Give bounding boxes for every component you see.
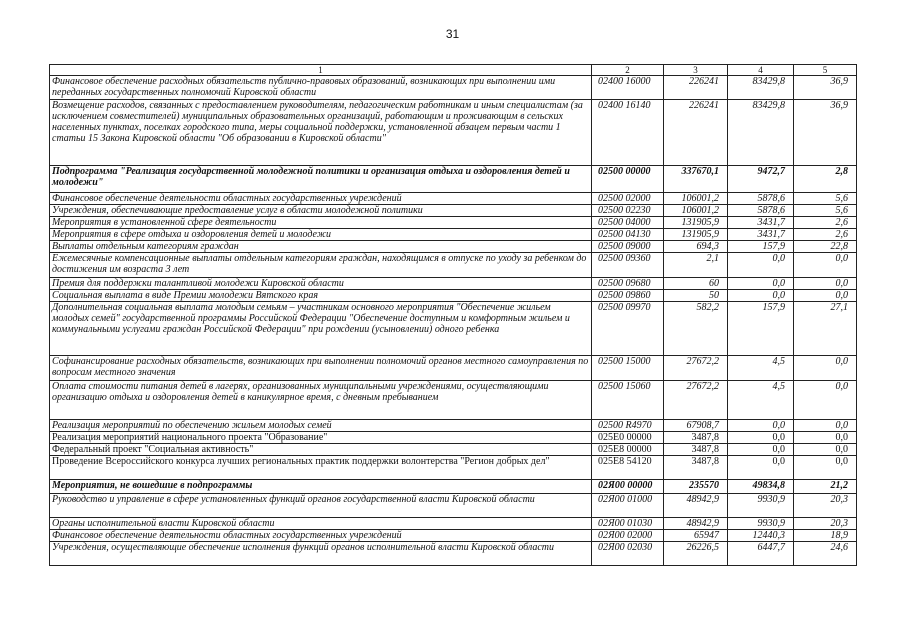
row-code-cell: 02500 09970 xyxy=(592,302,664,356)
row-code-cell: 02500 04130 xyxy=(592,229,664,241)
row-actual-cell: 5878,6 xyxy=(728,193,794,205)
row-plan-cell: 106001,2 xyxy=(664,193,728,205)
row-percent-cell: 20,3 xyxy=(794,494,857,518)
row-code-cell: 02500 09360 xyxy=(592,253,664,278)
table-row xyxy=(50,290,857,302)
row-plan-cell: 26226,5 xyxy=(664,542,728,566)
row-actual-cell: 0,0 xyxy=(728,278,794,290)
table-row xyxy=(50,494,857,518)
row-plan-cell: 60 xyxy=(664,278,728,290)
table-row xyxy=(50,542,857,566)
row-plan-cell: 582,2 xyxy=(664,302,728,356)
table-row xyxy=(50,381,857,420)
row-plan-cell: 3487,8 xyxy=(664,444,728,456)
row-actual-cell: 4,5 xyxy=(728,381,794,420)
row-name-cell: Финансовое обеспечение расходных обязательств публично-правовых образований, возникающих при выполнении ими переданных государственных полномочий Кировской области xyxy=(50,76,592,100)
row-percent-cell: 21,2 xyxy=(794,480,857,494)
row-actual-cell: 12440,3 xyxy=(728,530,794,542)
row-actual-cell: 3431,7 xyxy=(728,217,794,229)
row-code-cell: 025E8 00000 xyxy=(592,444,664,456)
table-row xyxy=(50,356,857,381)
row-percent-cell: 0,0 xyxy=(794,381,857,420)
row-name-cell: Реализация мероприятий национального проекта "Образование" xyxy=(50,432,592,444)
table-row xyxy=(50,193,857,205)
row-percent-cell: 0,0 xyxy=(794,290,857,302)
table-row xyxy=(50,518,857,530)
row-actual-cell: 5878,6 xyxy=(728,205,794,217)
header-cell-actual: 4 xyxy=(728,65,794,76)
row-plan-cell: 694,3 xyxy=(664,241,728,253)
table-row xyxy=(50,253,857,278)
row-code-cell: 02Я00 01030 xyxy=(592,518,664,530)
row-name-cell: Учреждения, обеспечивающие предоставление услуг в области молодежной политики xyxy=(50,205,592,217)
row-actual-cell: 0,0 xyxy=(728,432,794,444)
row-code-cell: 02400 16000 xyxy=(592,76,664,100)
row-code-cell: 02500 02230 xyxy=(592,205,664,217)
table-row xyxy=(50,241,857,253)
row-name-cell: Федеральный проект "Социальная активность" xyxy=(50,444,592,456)
budget-table xyxy=(49,64,857,566)
row-percent-cell: 0,0 xyxy=(794,432,857,444)
row-code-cell: 025E0 00000 xyxy=(592,432,664,444)
table-row xyxy=(50,278,857,290)
row-actual-cell: 0,0 xyxy=(728,456,794,480)
table-row xyxy=(50,456,857,480)
row-code-cell: 02500 02000 xyxy=(592,193,664,205)
table-row xyxy=(50,444,857,456)
row-percent-cell: 36,9 xyxy=(794,76,857,100)
row-percent-cell: 0,0 xyxy=(794,253,857,278)
row-code-cell: 02500 09680 xyxy=(592,278,664,290)
header-cell-plan: 3 xyxy=(664,65,728,76)
row-actual-cell: 0,0 xyxy=(728,253,794,278)
row-plan-cell: 235570 xyxy=(664,480,728,494)
row-plan-cell: 67908,7 xyxy=(664,420,728,432)
row-plan-cell: 131905,9 xyxy=(664,217,728,229)
row-code-cell: 02500 15060 xyxy=(592,381,664,420)
row-actual-cell: 0,0 xyxy=(728,444,794,456)
row-actual-cell: 49834,8 xyxy=(728,480,794,494)
row-name-cell: Оплата стоимости питания детей в лагерях, организованных муниципальными учреждениями, осуществляющими организацию отдыха и оздоровления детей в каникулярное время, с дневным пребыванием xyxy=(50,381,592,420)
row-code-cell: 02500 15000 xyxy=(592,356,664,381)
row-plan-cell: 48942,9 xyxy=(664,518,728,530)
row-name-cell: Органы исполнительной власти Кировской области xyxy=(50,518,592,530)
row-code-cell: 02400 16140 xyxy=(592,100,664,166)
row-plan-cell: 3487,8 xyxy=(664,456,728,480)
row-percent-cell: 5,6 xyxy=(794,193,857,205)
row-name-cell: Руководство и управление в сфере установленных функций органов государственной власти Кировской области xyxy=(50,494,592,518)
row-actual-cell: 6447,7 xyxy=(728,542,794,566)
row-name-cell: Учреждения, осуществляющие обеспечение исполнения функций органов исполнительной власти Кировской области xyxy=(50,542,592,566)
row-plan-cell: 2,1 xyxy=(664,253,728,278)
table-row xyxy=(50,217,857,229)
row-name-cell: Подпрограмма "Реализация государственной молодежной политики и организация отдыха и оздоровления детей и молодежи" xyxy=(50,166,592,193)
row-code-cell: 02500 09000 xyxy=(592,241,664,253)
row-percent-cell: 22,8 xyxy=(794,241,857,253)
table-row xyxy=(50,100,857,166)
row-code-cell: 02Я00 01000 xyxy=(592,494,664,518)
table-row xyxy=(50,302,857,356)
row-percent-cell: 0,0 xyxy=(794,420,857,432)
row-code-cell: 02Я00 02000 xyxy=(592,530,664,542)
row-actual-cell: 9472,7 xyxy=(728,166,794,193)
row-actual-cell: 0,0 xyxy=(728,290,794,302)
row-actual-cell: 9930,9 xyxy=(728,518,794,530)
row-plan-cell: 27672,2 xyxy=(664,356,728,381)
row-code-cell: 02500 04000 xyxy=(592,217,664,229)
row-actual-cell: 9930,9 xyxy=(728,494,794,518)
row-percent-cell: 27,1 xyxy=(794,302,857,356)
row-percent-cell: 2,6 xyxy=(794,217,857,229)
header-cell-name: 1 xyxy=(50,65,592,76)
row-plan-cell: 131905,9 xyxy=(664,229,728,241)
row-percent-cell: 5,6 xyxy=(794,205,857,217)
table-row xyxy=(50,229,857,241)
row-percent-cell: 36,9 xyxy=(794,100,857,166)
row-percent-cell: 18,9 xyxy=(794,530,857,542)
row-actual-cell: 3431,7 xyxy=(728,229,794,241)
table-row xyxy=(50,76,857,100)
row-percent-cell: 0,0 xyxy=(794,456,857,480)
table-row xyxy=(50,432,857,444)
row-plan-cell: 106001,2 xyxy=(664,205,728,217)
row-percent-cell: 2,8 xyxy=(794,166,857,193)
row-plan-cell: 226241 xyxy=(664,76,728,100)
row-name-cell: Дополнительная социальная выплата молодым семьям – участникам основного мероприятия "Обеспечение жильем молодых семей" государственной программы Российской Федерации "Обеспечение доступным и комфортным жильем и коммунальными услугами граждан Российской Федерации" при рождении (усыновлении) одного ребенка xyxy=(50,302,592,356)
table-header-row xyxy=(50,65,857,76)
row-actual-cell: 83429,8 xyxy=(728,76,794,100)
row-code-cell: 02Я00 00000 xyxy=(592,480,664,494)
row-name-cell: Мероприятия в установленной сфере деятельности xyxy=(50,217,592,229)
row-plan-cell: 48942,9 xyxy=(664,494,728,518)
table-row xyxy=(50,205,857,217)
row-name-cell: Финансовое обеспечение деятельности областных государственных учреждений xyxy=(50,193,592,205)
row-name-cell: Финансовое обеспечение деятельности областных государственных учреждений xyxy=(50,530,592,542)
table-row xyxy=(50,420,857,432)
row-percent-cell: 0,0 xyxy=(794,444,857,456)
row-percent-cell: 20,3 xyxy=(794,518,857,530)
row-actual-cell: 157,9 xyxy=(728,241,794,253)
row-name-cell: Возмещение расходов, связанных с предоставлением руководителям, педагогическим работникам и иным специалистам (за исключением совместителей) муниципальных образовательных организаций, работающим и проживающим в сельских населенных пунктах, поселках городского типа, меры социальной поддержки, установленной абзацем первым части 1 статьи 15 Закона Кировской области "Об образовании в Кировской области" xyxy=(50,100,592,166)
table-row xyxy=(50,530,857,542)
row-percent-cell: 2,6 xyxy=(794,229,857,241)
row-code-cell: 02500 09860 xyxy=(592,290,664,302)
row-name-cell: Реализация мероприятий по обеспечению жильем молодых семей xyxy=(50,420,592,432)
table-row xyxy=(50,166,857,193)
row-code-cell: 02500 R4970 xyxy=(592,420,664,432)
row-plan-cell: 337670,1 xyxy=(664,166,728,193)
header-cell-percent: 5 xyxy=(794,65,857,76)
row-name-cell: Премия для поддержки талантливой молодежи Кировской области xyxy=(50,278,592,290)
row-percent-cell: 0,0 xyxy=(794,356,857,381)
row-plan-cell: 65947 xyxy=(664,530,728,542)
header-cell-code: 2 xyxy=(592,65,664,76)
row-actual-cell: 83429,8 xyxy=(728,100,794,166)
row-plan-cell: 3487,8 xyxy=(664,432,728,444)
row-name-cell: Мероприятия, не вошедшие в подпрограммы xyxy=(50,480,592,494)
row-actual-cell: 4,5 xyxy=(728,356,794,381)
row-name-cell: Ежемесячные компенсационные выплаты отдельным категориям граждан, находящимся в отпуске по уходу за ребенком до достижения им возраста 3 лет xyxy=(50,253,592,278)
row-plan-cell: 27672,2 xyxy=(664,381,728,420)
row-code-cell: 02Я00 02030 xyxy=(592,542,664,566)
row-actual-cell: 157,9 xyxy=(728,302,794,356)
row-name-cell: Софинансирование расходных обязательств, возникающих при выполнении полномочий органов местного самоуправления по вопросам местного значения xyxy=(50,356,592,381)
row-code-cell: 02500 00000 xyxy=(592,166,664,193)
row-code-cell: 025E8 54120 xyxy=(592,456,664,480)
row-name-cell: Выплаты отдельным категориям граждан xyxy=(50,241,592,253)
row-name-cell: Мероприятия в сфере отдыха и оздоровления детей и молодежи xyxy=(50,229,592,241)
row-plan-cell: 50 xyxy=(664,290,728,302)
page-number: 31 xyxy=(445,27,460,41)
row-plan-cell: 226241 xyxy=(664,100,728,166)
row-actual-cell: 0,0 xyxy=(728,420,794,432)
table-row xyxy=(50,480,857,494)
row-percent-cell: 24,6 xyxy=(794,542,857,566)
row-percent-cell: 0,0 xyxy=(794,278,857,290)
row-name-cell: Проведение Всероссийского конкурса лучших региональных практик поддержки волонтерства "Регион добрых дел" xyxy=(50,456,592,480)
row-name-cell: Социальная выплата в виде Премии молодежи Вятского края xyxy=(50,290,592,302)
